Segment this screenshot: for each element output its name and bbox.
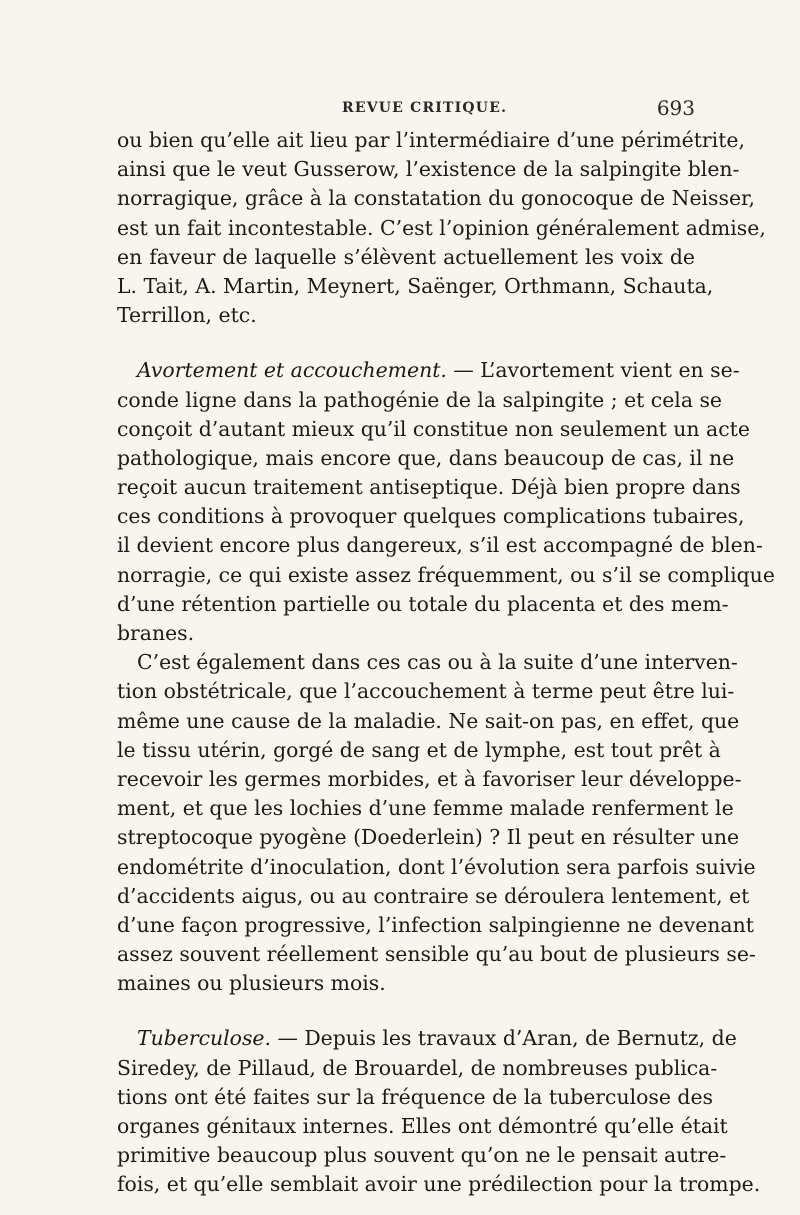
text-line: ces conditions à provoquer quelques complications tubaires,: [117, 504, 745, 529]
text-line: fois, et qu’elle semblait avoir une prédilection pour la trompe.: [117, 1172, 761, 1197]
text-line: conde ligne dans la pathogénie de la salpingite ; et cela se: [117, 387, 722, 412]
text-line: recevoir les germes morbides, et à favoriser leur développe-: [117, 766, 742, 791]
text-line: il devient encore plus dangereux, s’il est accompagné de blen-: [117, 533, 763, 558]
section-heading-line: [117, 1024, 737, 1053]
text-line: ou bien qu’elle ait lieu par l’intermédiaire d’une périmétrite,: [117, 128, 745, 152]
text-line: le tissu utérin, gorgé de sang et de lymphe, est tout prêt à: [117, 737, 721, 762]
body-text: [117, 126, 775, 1200]
text-line: ment, et que les lochies d’une femme malade renferment le: [117, 796, 734, 821]
section-heading-avortement: Avortement et accouchement.: [137, 358, 447, 383]
text-line: Siredey, de Pillaud, de Brouardel, de nombreuses publica-: [117, 1055, 718, 1080]
text-line: pathologique, mais encore que, dans beaucoup de cas, il ne: [117, 445, 735, 470]
text-line: conçoit d’autant mieux qu’il constitue non seulement un acte: [117, 416, 750, 441]
text-line: assez souvent réellement sensible qu’au bout de plusieurs se-: [117, 942, 756, 967]
section-avortement: [117, 356, 775, 648]
text-line: reçoit aucun traitement antiseptique. Déjà bien propre dans: [117, 475, 741, 500]
text-line: primitive beaucoup plus souvent qu’on ne le pensait autre-: [117, 1143, 727, 1168]
text-line: tions ont été faites sur la fréquence de la tuberculose des: [117, 1084, 713, 1109]
running-head: [117, 96, 695, 122]
text-line: même une cause de la maladie. Ne sait-on pas, en effet, que: [117, 708, 740, 733]
section-heading-line: [117, 356, 740, 385]
page-number: 693: [656, 96, 695, 120]
text-line: d’une façon progressive, l’infection salpingienne ne devenant: [117, 912, 754, 937]
section-lead-text: — Depuis les travaux d’Aran, de Bernutz, de: [270, 1026, 737, 1051]
text-line: Terrillon, etc.: [117, 303, 257, 328]
paragraph-gonocoque: [117, 126, 766, 330]
text-line: endométrite d’inoculation, dont l’évolution sera parfois suivie: [117, 854, 756, 879]
text-line: d’accidents aigus, ou au contraire se déroulera lentement, et: [117, 883, 750, 908]
section-tuberculose: [117, 1024, 761, 1199]
text-line: maines ou plusieurs mois.: [117, 971, 386, 996]
text-line: d’une rétention partielle ou totale du placenta et des mem-: [117, 591, 729, 616]
section-heading-tuberculose: Tuberculose.: [137, 1026, 271, 1051]
text-line: est un fait incontestable. C’est l’opinion généralement admise,: [117, 215, 766, 240]
section-lead-text: — L’avortement vient en se-: [446, 358, 740, 383]
text-line: norragique, grâce à la constatation du gonocoque de Neisser,: [117, 186, 756, 211]
text-line: tion obstétricale, que l’accouchement à terme peut être lui-: [117, 679, 735, 704]
text-line: branes.: [117, 621, 195, 645]
paragraph-accouchement: [117, 648, 756, 998]
text-line: en faveur de laquelle s’élèvent actuellement les voix de: [117, 244, 695, 269]
text-line: streptocoque pyogène (Doederlein) ? Il peut en résulter une: [117, 825, 740, 850]
running-title: REVUE CRITIQUE.: [342, 100, 508, 116]
text-line: C’est également dans ces cas ou à la suite d’une interven-: [137, 650, 738, 675]
text-line: norragie, ce qui existe assez fréquemment, ou s’il se complique: [117, 562, 775, 587]
paragraph-gap: [117, 330, 695, 356]
paragraph-gap: [117, 998, 695, 1024]
text-line: L. Tait, A. Martin, Meynert, Saënger, Orthmann, Schauta,: [117, 273, 714, 298]
text-line: organes génitaux internes. Elles ont démontré qu’elle était: [117, 1114, 728, 1138]
text-line: ainsi que le veut Gusserow, l’existence de la salpingite blen-: [117, 157, 740, 182]
